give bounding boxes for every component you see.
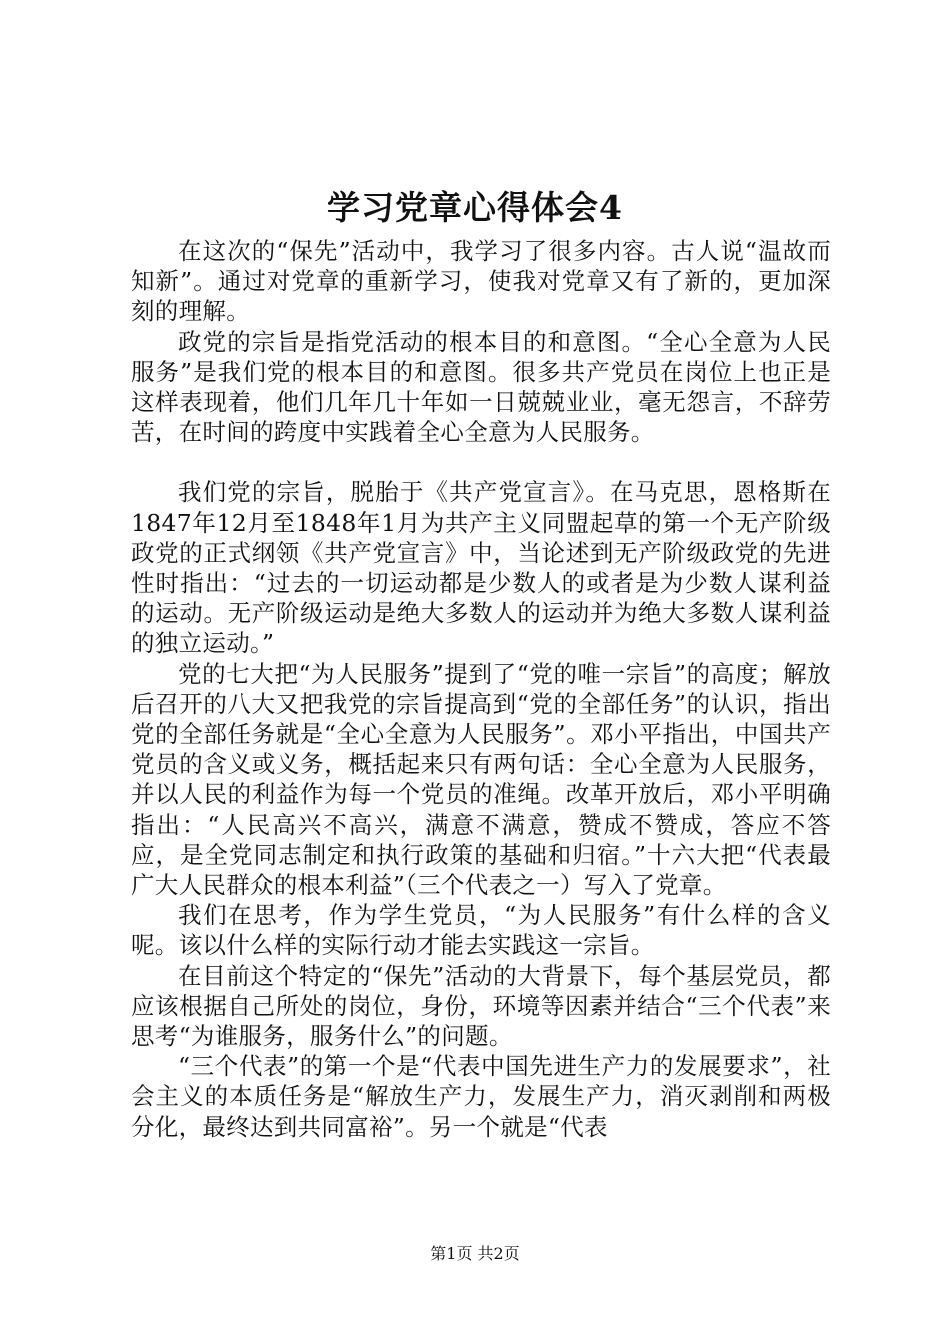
paragraph-4: 党的七大把“为人民服务”提到了“党的唯一宗旨”的高度；解放后召开的八大又把我党的宗旨提高到“党的全部任务”的认识，指出党的全部任务就是“全心全意为人民服务”。邓小平指出，中国共产党员的含义或义务，概括起来只有两句话：全心全意为人民服务，并以人民的利益作为每一个党员的准绳。改革开放后，邓小平明确指出：“人民高兴不高兴，满意不满意，赞成不赞成，答应不答应，是全党同志制定和执行政策的基础和归宿。”十六大把“代表最广大人民群众的根本利益”（三个代表之一）写入了党章。 (131, 659, 831, 900)
paragraph-5: 我们在思考，作为学生党员，“为人民服务”有什么样的含义呢。该以什么样的实际行动才能去实践这一宗旨。 (131, 901, 831, 960)
paragraph-6: 在目前这个特定的“保先”活动的大背景下，每个基层党员，都应该根据自己所处的岗位，身份，环境等因素并结合“三个代表”来思考“为谁服务，服务什么”的问题。 (131, 961, 831, 1051)
paragraph-7: “三个代表”的第一个是“代表中国先进生产力的发展要求”，社会主义的本质任务是“解放生产力，发展生产力，消灭剥削和两极分化，最终达到共同富裕”。另一个就是“代表 (131, 1052, 831, 1141)
paragraph-2: 政党的宗旨是指党活动的根本目的和意图。“全心全意为人民服务”是我们党的根本目的和意图。很多共产党员在岗位上也正是这样表现着，他们几年几十年如一日兢兢业业，毫无怨言，不辞劳苦，在时间的跨度中实践着全心全意为人民服务。 (131, 327, 831, 447)
document-title: 学习党章心得体会4 (327, 188, 623, 227)
document-body (131, 236, 831, 1142)
paragraph-3: 我们党的宗旨，脱胎于《共产党宣言》。在马克思，恩格斯在1847年12月至1848年1月为共产主义同盟起草的第一个无产阶级政党的正式纲领《共产党宣言》中，当论述到无产阶级政党的先进性时指出：“过去的一切运动都是少数人的或者是为少数人谋利益的运动。无产阶级运动是绝大多数人的运动并为绝大多数人谋利益的独立运动。” (131, 478, 831, 658)
page-number-footer: 第1页 共2页 (430, 1244, 520, 1263)
paragraph-1: 在这次的“保先”活动中，我学习了很多内容。古人说“温故而知新”。通过对党章的重新学习，使我对党章又有了新的，更加深刻的理解。 (131, 237, 831, 326)
